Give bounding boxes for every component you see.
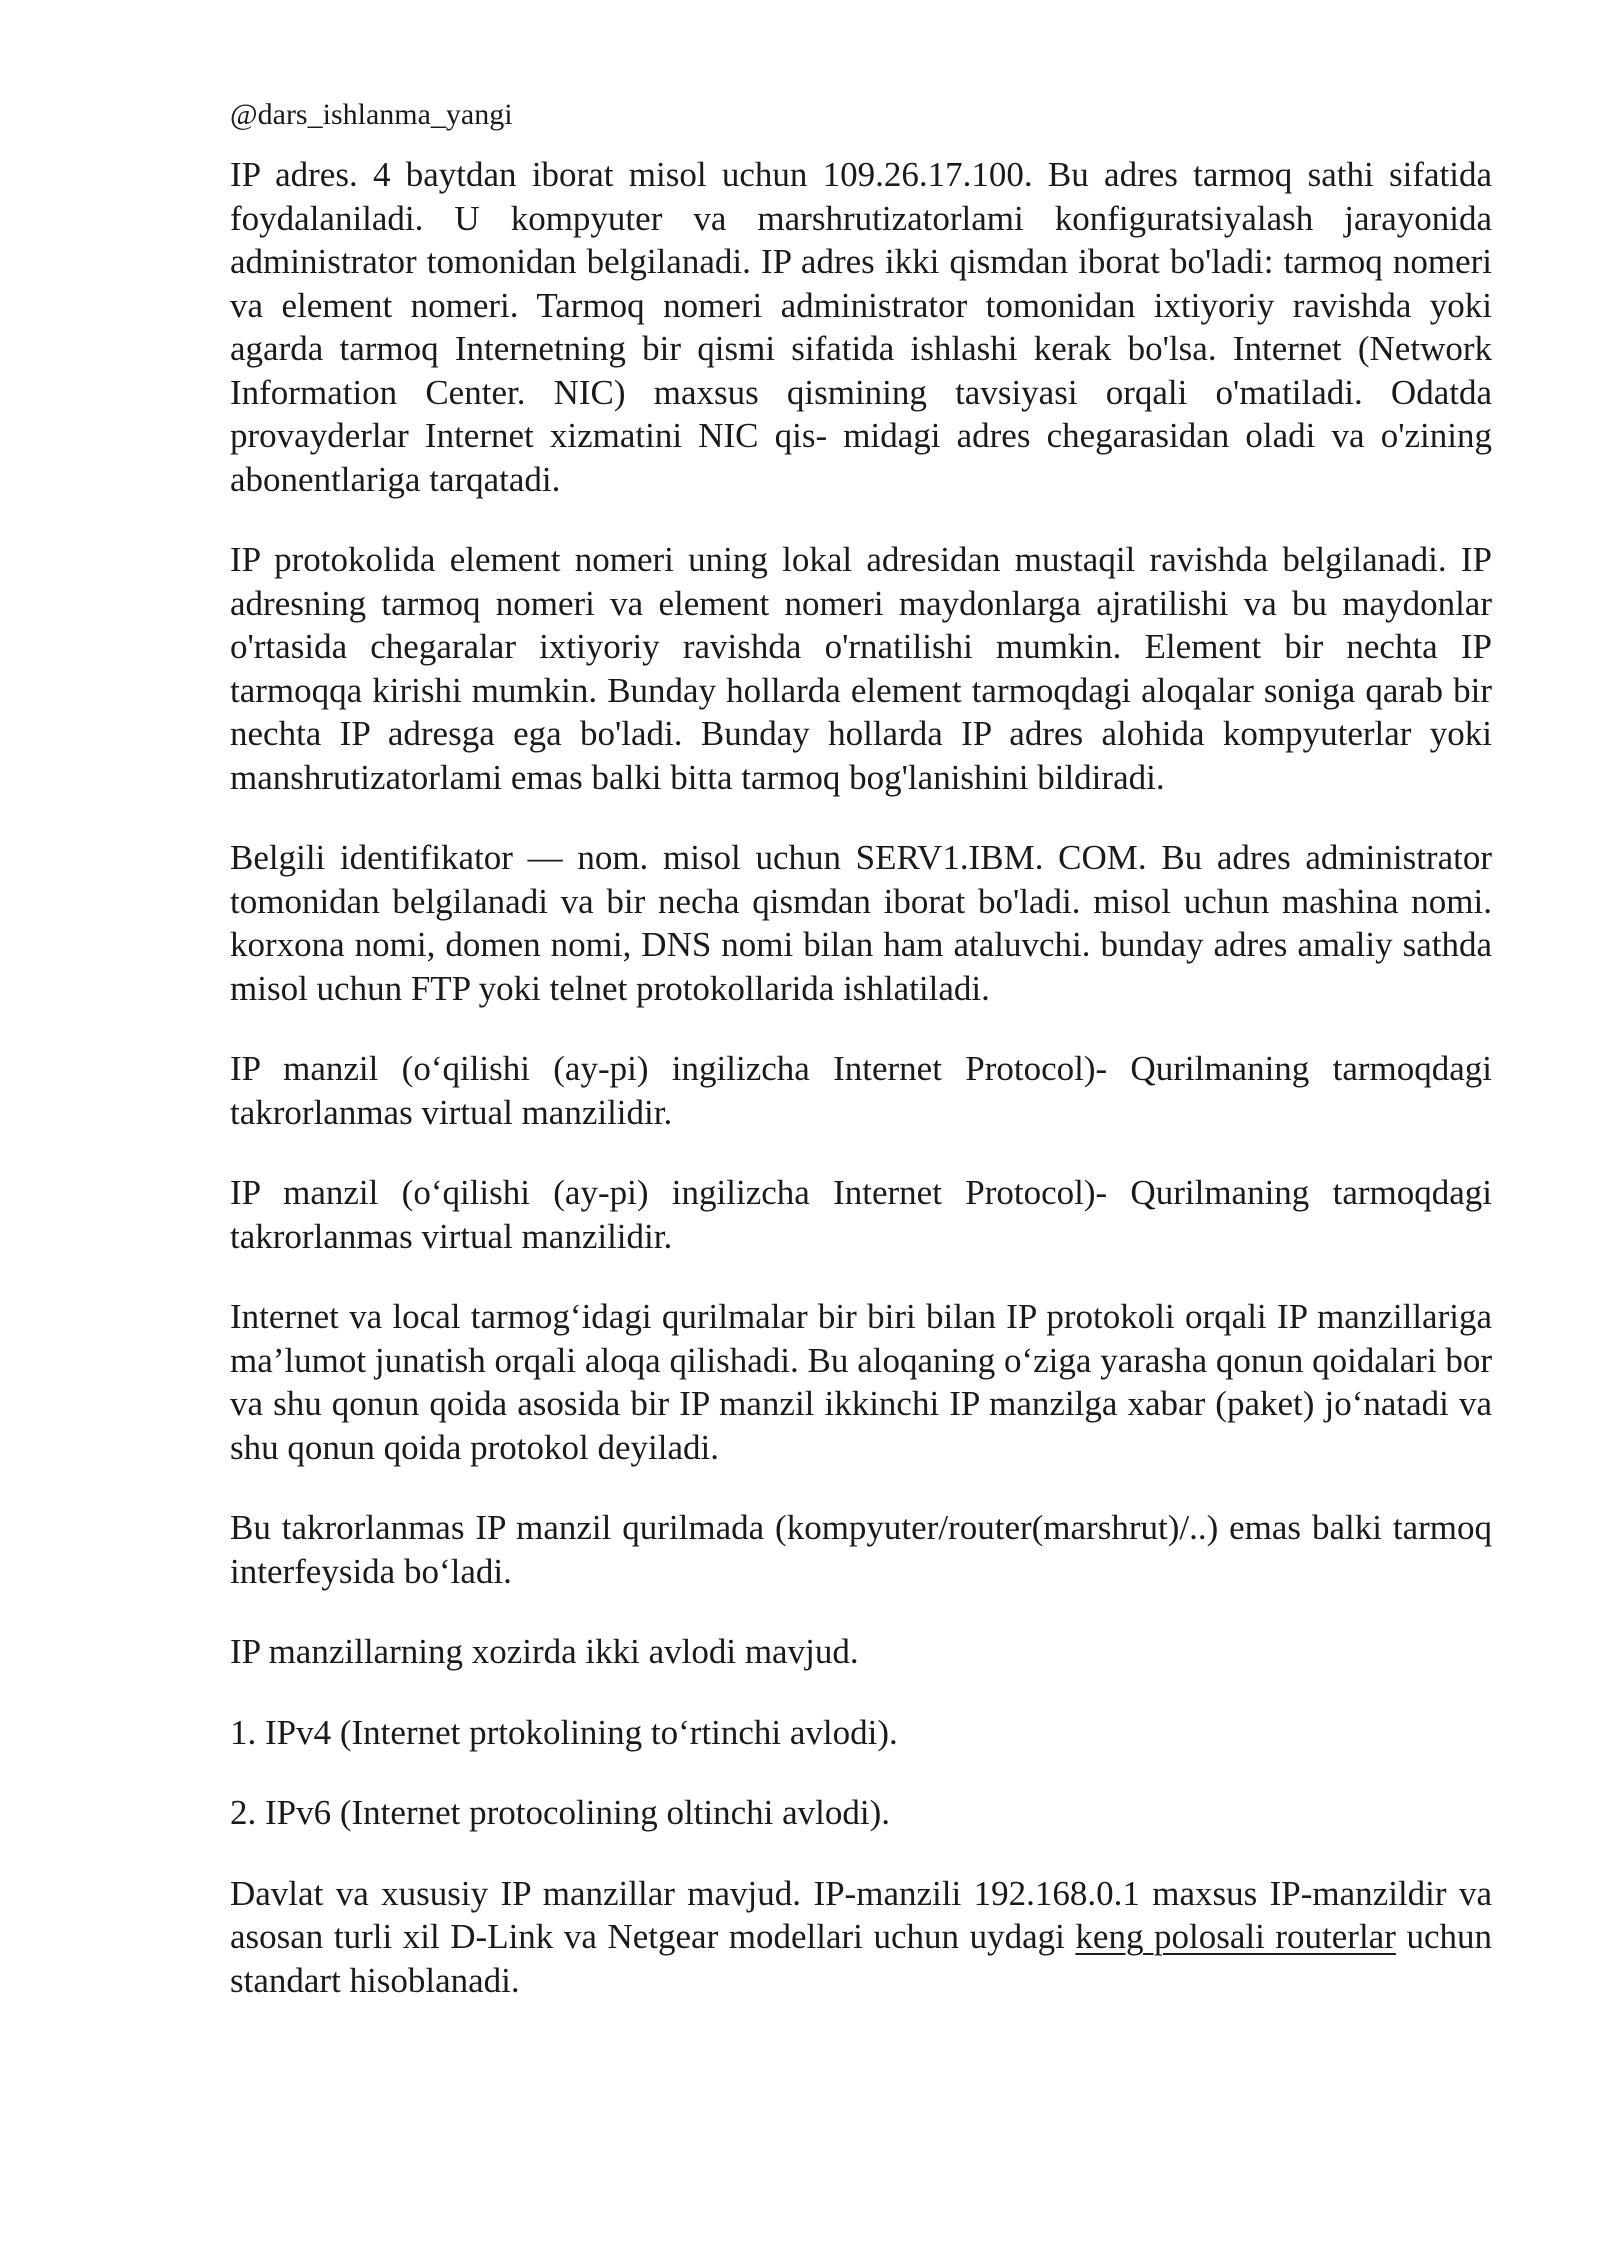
list-item-ipv4: 1. IPv4 (Internet prtokolining to‘rtinchi avlodi).: [230, 1712, 898, 1752]
paragraph-private-public-ip: [230, 1872, 1492, 2003]
paragraph-unique-ip: Bu takrorlanmas IP manzil qurilmada (kompyuter/router(marshrut)/..) emas balki tarmoq interfeysida bo‘ladi.: [230, 1508, 1492, 1591]
paragraph-ip-definition-repeat: IP manzil (o‘qilishi (ay-pi) ingilizcha Internet Protocol)- Qurilmaning tarmoqdagi takrorlanmas virtual manzilidir.: [230, 1173, 1492, 1256]
paragraph-symbolic-identifier: Belgili identifikator — nom. misol uchun SERV1.IBM. COM. Bu adres administrator tomonidan belgilanadi va bir necha qismdan iborat bo'ladi. misol uchun mashina nomi. korxona nomi, domen nomi, DNS nomi bilan ham ataluvchi. bunday adres amaliy sathda misol uchun FTP yoki telnet protokollarida ishlatiladi.: [230, 838, 1492, 1008]
document-page: [230, 95, 1492, 2039]
channel-handle: @dars_ishlanma_yangi: [230, 98, 513, 131]
text-before-link: Davlat va xususiy IP manzillar mavjud. IP-manzili 192.168.0.1 maxsus IP-manzildir va asosan turli xil D-Link va Netgear modellari uchun uydagi: [230, 1873, 1492, 1956]
paragraph-internet-local: Internet va local tarmog‘idagi qurilmalar bir biri bilan IP protokoli orqali IP manzillariga ma’lumot junatish orqali aloqa qilishadi. Bu aloqaning o‘ziga yarasha qonun qoidalari bor va shu qonun qoida asosida bir IP manzil ikkinchi IP manzilga xabar (paket) jo‘natadi va shu qonun qoida protokol deyiladi.: [230, 1297, 1492, 1467]
paragraph-ip-definition: IP manzil (o‘qilishi (ay-pi) ingilizcha Internet Protocol)- Qurilmaning tarmoqdagi takrorlanmas virtual manzilidir.: [230, 1049, 1492, 1132]
paragraph-ip-address: IP adres. 4 baytdan iborat misol uchun 109.26.17.100. Bu adres tarmoq sathi sifatida foydalaniladi. U kompyuter va marshrutizatorlami konfiguratsiyalash jarayonida administrator tomonidan belgilanadi. IP adres ikki qismdan iborat bo'ladi: tarmoq nomeri va element nomeri. Tarmoq nomeri administrator tomonidan ixtiyoriy ravishda yoki agarda tarmoq Internetning bir qismi sifatida ishlashi kerak bo'lsa. Internet (Network Information Center. NIC) maxsus qismining tavsiyasi orqali o'matiladi. Odatda provayderlar Internet xizmatini NIC qis- midagi adres chegarasidan oladi va o'zining abonentlariga tarqatadi.: [230, 155, 1492, 499]
list-item-ipv6: 2. IPv6 (Internet protocolining oltinchi avlodi).: [230, 1793, 891, 1832]
paragraph-ip-generations: IP manzillarning xozirda ikki avlodi mavjud.: [230, 1632, 859, 1671]
paragraph-ip-protocol: IP protokolida element nomeri uning lokal adresidan mustaqil ravishda belgilanadi. IP adresning tarmoq nomeri va element nomeri maydonlarga ajratilishi va bu maydonlar o'rtasida chegaralar ixtiyoriy ravishda o'rnatilishi mumkin. Element bir nechta IP tarmoqqa kirishi mumkin. Bunday hollarda element tarmoqdagi aloqalar soniga qarab bir nechta IP adresga ega bo'ladi. Bunday hollarda IP adres alohida kompyuterlar yoki manshrutizatorlami emas balki bitta tarmoq bog'lanishini bildiradi.: [230, 540, 1492, 797]
broadband-routers-link[interactable]: keng polosali routerlar: [1075, 1917, 1396, 1956]
text-after-link: uchun standart hisoblanadi.: [230, 1917, 1492, 2000]
